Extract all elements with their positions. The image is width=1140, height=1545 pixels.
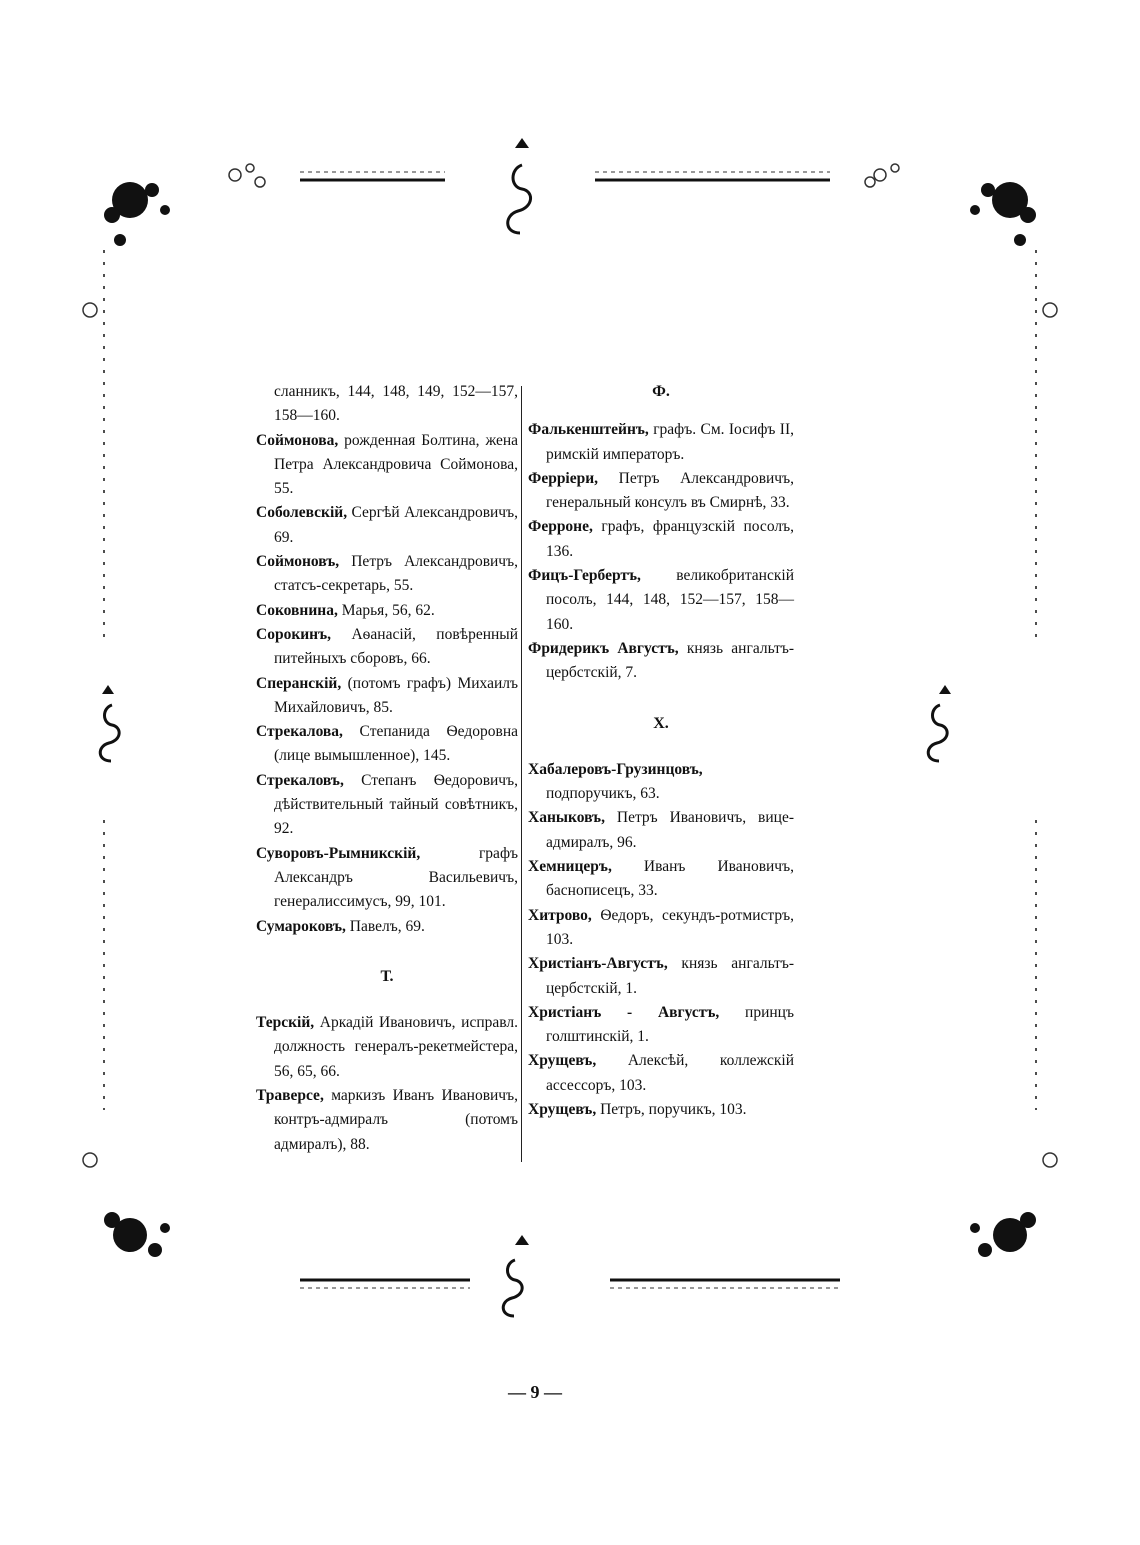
entry-name: Соймоновъ,	[256, 553, 340, 571]
entry-name: Соковнина,	[256, 601, 338, 619]
index-entry-sobolevsky	[256, 501, 518, 550]
index-entry-khemnitser	[528, 855, 794, 904]
entry-name: Траверсе,	[256, 1087, 324, 1105]
index-entry-sumarokov	[256, 915, 518, 939]
entry-name: Суворовъ-Рымникскій,	[256, 844, 421, 862]
entry-text: Сергѣй Александровичъ, 69.	[274, 504, 518, 546]
index-entry-ferrieri	[528, 467, 794, 516]
entry-text: князь ангальтъ-цербстскій, 1.	[546, 955, 794, 997]
section-letter-kh: Х.	[653, 714, 669, 732]
entry-name: Хитрово,	[528, 906, 592, 924]
continued-entry: сланникъ, 144, 148, 149, 152—157, 158—160.	[274, 383, 518, 425]
entry-name: Стрекалова,	[256, 723, 343, 741]
entry-name: Хрущевъ,	[528, 1052, 597, 1070]
index-entry-fitz-herbert	[528, 564, 794, 637]
entry-text: Петръ Александровичъ, статсъ-секретарь, 55.	[274, 553, 518, 595]
entry-name: Фицъ-Гербертъ,	[528, 567, 641, 585]
index-entry-sorokin	[256, 623, 518, 672]
index-entry-ferrone	[528, 515, 794, 564]
index-entry-khanykov	[528, 806, 794, 855]
index-column-left	[256, 380, 518, 1157]
entry-name: Ханыковъ,	[528, 809, 605, 827]
entry-text: подпоручикъ, 63.	[546, 785, 660, 803]
index-entry-soimonova	[256, 429, 518, 502]
index-entry-suvorov	[256, 842, 518, 915]
entry-text: Петръ Ивановичъ, вице-адмиралъ, 96.	[546, 809, 794, 851]
entry-text: Аѳанасій, повѣренный питейныхъ сборовъ, 66.	[274, 625, 518, 668]
entry-name: Хабалеровъ-Грузинцовъ,	[528, 760, 703, 778]
entry-text: великобританскій посолъ, 144, 148, 152—157, 158—160.	[546, 567, 794, 633]
entry-name: Фалькенштейнъ,	[528, 421, 649, 439]
entry-text: графъ, французскій посолъ, 136.	[546, 518, 794, 560]
entry-text: графъ Александръ Васильевичъ, генералиссимусъ, 99, 101.	[274, 844, 518, 911]
entry-text: графъ. См. Іосифъ II, римскій императоръ.	[546, 421, 794, 463]
entry-text: Павелъ, 69.	[345, 917, 425, 935]
entry-text: Марья, 56, 62.	[337, 601, 435, 619]
index-entry-khitrovo	[528, 904, 794, 953]
entry-text: князь ангальтъ-цербстскій, 7.	[546, 639, 794, 682]
index-entry-christian-august-holstein	[528, 1001, 794, 1050]
entry-text: Аркадій Ивановичъ, исправл. должность генералъ-рекетмейстера, 56, 65, 66.	[274, 1014, 518, 1080]
index-entry-khabalerov	[528, 758, 794, 807]
entry-text: маркизъ Иванъ Ивановичъ, контръ-адмиралъ (потомъ адмиралъ), 88.	[274, 1087, 518, 1153]
entry-text: Степанида Ѳедоровна (лице вымышленное), 145.	[274, 723, 518, 765]
entry-name: Соболевскій,	[256, 504, 348, 522]
index-entry-speransky	[256, 672, 518, 721]
entry-text: Петръ Александровичъ, генеральный консулъ въ Смирнѣ, 33.	[546, 469, 794, 512]
entry-text: Ѳедоръ, секундъ-ротмистръ, 103.	[546, 906, 794, 948]
index-entry-christian-august-anhalt	[528, 952, 794, 1001]
section-letter-f: Ф.	[652, 383, 670, 400]
entry-name: Христіанъ-Августъ,	[528, 955, 668, 973]
index-entry-sokovnina	[256, 599, 518, 623]
index-entry-strekalova	[256, 720, 518, 769]
entry-text: Петръ, поручикъ, 103.	[596, 1101, 747, 1119]
index-entry-khrushchev-petr	[528, 1098, 794, 1122]
entry-name: Хемницеръ,	[528, 858, 612, 876]
entry-name: Хрущевъ,	[528, 1101, 597, 1119]
column-divider	[521, 386, 522, 1162]
entry-name: Соймонова,	[256, 431, 339, 449]
entry-name: Сумароковъ,	[256, 917, 346, 935]
page-number: — 9 —	[508, 1382, 562, 1402]
index-entry-falkenstein	[528, 418, 794, 467]
entry-name: Сперанскій,	[256, 674, 342, 692]
index-entry-khrushchev-aleksei	[528, 1049, 794, 1098]
section-letter-t: Т.	[380, 967, 394, 985]
entry-text: рожденная Болтина, жена Петра Александровича Соймонова, 55.	[274, 431, 518, 498]
index-entry-soimonov	[256, 550, 518, 599]
entry-name: Христіанъ - Августъ,	[528, 1003, 720, 1021]
entry-text: Алексѣй, коллежскій ассессоръ, 103.	[546, 1052, 794, 1094]
entry-name: Фридерикъ Августъ,	[528, 639, 679, 657]
entry-name: Сорокинъ,	[256, 625, 332, 643]
entry-name: Ферріери,	[528, 469, 599, 487]
entry-text: Иванъ Ивановичъ, баснописецъ, 33.	[546, 858, 794, 900]
index-entry-strekalov	[256, 769, 518, 842]
index-entry-traverse	[256, 1084, 518, 1157]
entry-name: Ферроне,	[528, 518, 593, 536]
entry-text: (потомъ графъ) Михаилъ Михайловичъ, 85.	[274, 674, 518, 716]
entry-name: Терскій,	[256, 1014, 315, 1032]
index-entry-tersky	[256, 1011, 518, 1084]
entry-text: Степанъ Ѳедоровичъ, дѣйствительный тайный совѣтникъ, 92.	[274, 771, 518, 838]
entry-text: принцъ голштинскій, 1.	[546, 1003, 794, 1046]
index-column-right	[528, 380, 794, 1122]
entry-name: Стрекаловъ,	[256, 771, 344, 789]
index-entry-friedrich-august	[528, 637, 794, 686]
